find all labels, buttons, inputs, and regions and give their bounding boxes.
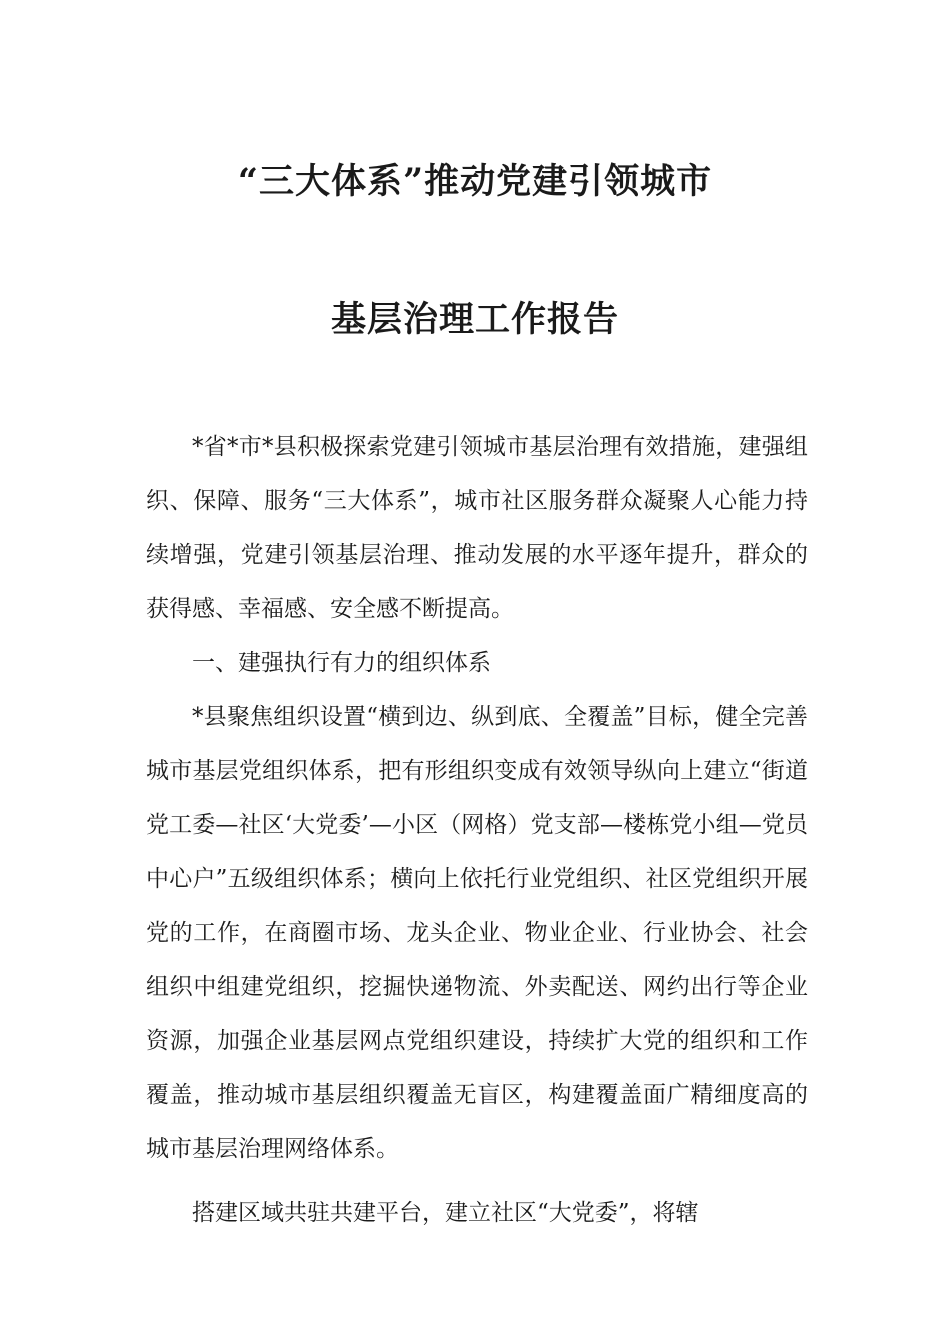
document-title-line-2: 基层治理工作报告 (330, 299, 619, 340)
intro-paragraph: *省*市*县积极探索党建引领城市基层治理有效措施，建强组织、保障、服务“三大体系”，城市社区服务群众凝聚人心能力持续增强，党建引领基层治理、推动发展的水平逐年提升，群众的获得感、幸福感、安全感不断提高。 (146, 434, 808, 622)
section-heading-1: 一、建强执行有力的组织体系 (192, 650, 491, 676)
document-body (146, 420, 808, 1240)
section-1-paragraph-1: *县聚焦组织设置“横到边、纵到底、全覆盖”目标，健全完善城市基层党组织体系，把有形组织变成有效领导纵向上建立“街道党工委—社区‘大党委’—小区（网格）党支部—楼栋党小组—党员中心户”五级组织体系；横向上依托行业党组织、社区党组织开展党的工作，在商圈市场、龙头企业、物业企业、行业协会、社会组织中组建党组织，挖掘快递物流、外卖配送、网约出行等企业资源，加强企业基层网点党组织建设，持续扩大党的组织和工作覆盖，推动城市基层组织覆盖无盲区，构建覆盖面广精细度高的城市基层治理网络体系。 (146, 704, 808, 1162)
document-title-line-1: “三大体系”推动党建引领城市 (237, 161, 713, 202)
section-1-paragraph-2: 搭建区域共驻共建平台，建立社区“大党委”，将辖 (192, 1200, 699, 1226)
